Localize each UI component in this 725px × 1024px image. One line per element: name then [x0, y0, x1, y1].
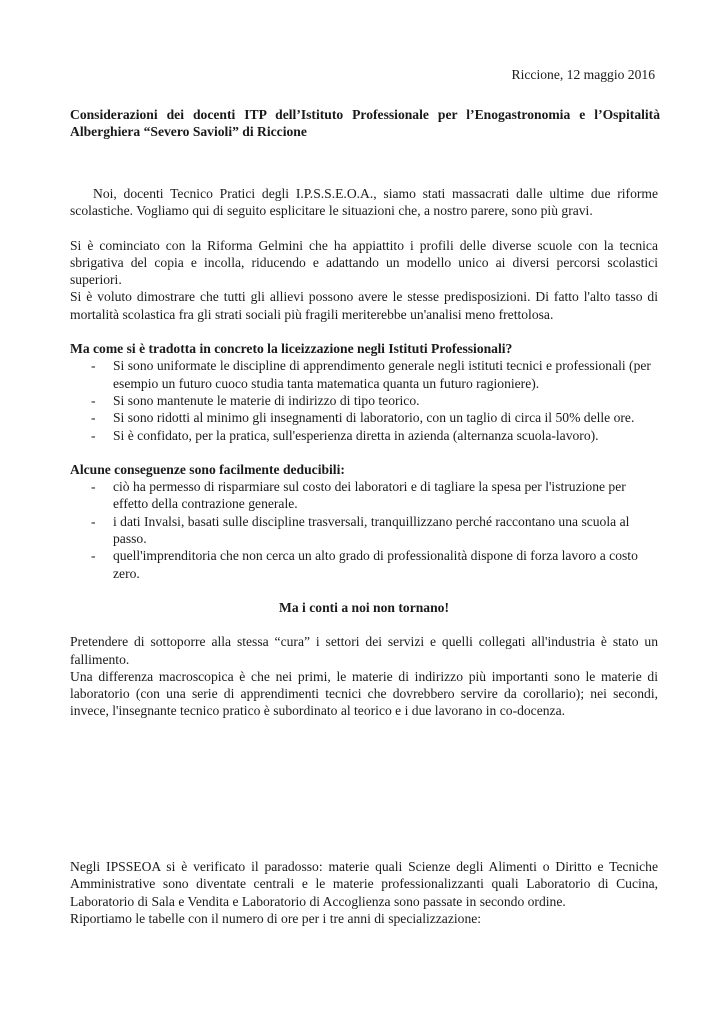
tabelle-intro-paragraph: Riportiamo le tabelle con il numero di ore per i tre anni di specializzazione:: [70, 910, 482, 926]
section-heading-conti: Ma i conti a noi non tornano!: [279, 599, 449, 615]
conti-paragraph-1: Pretendere di sottoporre alla stessa “cura” i settori dei servizi e quelli collegati all'industria è stato un fallimento.: [70, 634, 658, 667]
dash-marker: -: [91, 548, 96, 564]
list-item: - Si sono ridotti al minimo gli insegnamenti di laboratorio, con un taglio di circa il 50% delle ore.: [91, 410, 635, 426]
closing-body: [70, 858, 658, 927]
dash-marker: -: [91, 358, 96, 374]
list-item: - ciò ha permesso di risparmiare sul costo dei laboratori e di tagliare la spesa per l'istruzione per effetto della contrazione generale.: [91, 479, 626, 512]
document-date: Riccione, 12 maggio 2016: [511, 67, 655, 82]
conseguenze-list: [70, 478, 658, 582]
dash-marker: -: [91, 513, 96, 529]
intro-paragraph-1: Noi, docenti Tecnico Pratici degli I.P.S.S.E.O.A., siamo stati massacrati dalle ultime due riforme scolastiche. Vogliamo qui di seguito esplicitare le situazioni che, a nostro parere, sono più gravi.: [70, 186, 658, 219]
dash-marker: -: [91, 479, 96, 495]
dash-marker: -: [91, 392, 96, 408]
list-item: - quell'imprenditoria che non cerca un alto grado di professionalità dispone di forza lavoro a costo zero.: [91, 548, 638, 581]
liceizzazione-list: [70, 357, 658, 443]
document-title: Considerazioni dei docenti ITP dell’Istituto Professionale per l’Enogastronomia e l’Ospitalità Alberghiera “Severo Savioli” di Riccione: [70, 107, 660, 140]
list-item: - Si sono uniformate le discipline di apprendimento generale negli istituti tecnici e professionali (per esempio un futuro cuoco studia tanta matematica quanta un futuro ragioniere).: [91, 358, 651, 391]
main-body: [70, 185, 658, 720]
conti-paragraph-2: Una differenza macroscopica è che nei primi, le materie di indirizzo più importanti sono le materie di laboratorio (con una serie di apprendimenti tecnici che dovrebbero servire da corollario); nei secondi, invece, l'insegnante tecnico pratico è subordinato al teorico e i due lavorano in co-docenza.: [70, 668, 658, 719]
list-item: - i dati Invalsi, basati sulle discipline trasversali, tranquillizzano perché raccontano una scuola al passo.: [91, 513, 630, 547]
intro-paragraph-3: Si è voluto dimostrare che tutti gli allievi possono avere le stesse predisposizioni. Di fatto l'alto tasso di mortalità scolastica fra gli strati sociali più fragili meriterebbe un'analisi meno frettolosa.: [70, 289, 658, 322]
list-item: - Si sono mantenute le materie di indirizzo di tipo teorico.: [91, 392, 420, 408]
intro-paragraph-2: Si è cominciato con la Riforma Gelmini che ha appiattito i profili delle diverse scuole con la tecnica sbrigativa del copia e incolla, riducendo e adattando un modello unico ai diversi percorsi scolastici superiori.: [70, 237, 658, 288]
section-heading-liceizzazione: Ma come si è tradotta in concreto la liceizzazione negli Istituti Professionali?: [70, 341, 513, 357]
dash-marker: -: [91, 427, 96, 443]
paradosso-paragraph: Negli IPSSEOA si è verificato il paradosso: materie quali Scienze degli Alimenti o Diritto e Tecniche Amministrative sono diventate centrali e le materie professionalizzanti quali Laboratorio di Cucina, Laboratorio di Sala e Vendita e Laboratorio di Accoglienza sono passate in secondo ordine.: [70, 859, 658, 909]
dash-marker: -: [91, 410, 96, 426]
section-heading-conseguenze: Alcune conseguenze sono facilmente deducibili:: [70, 461, 345, 477]
list-item: - Si è confidato, per la pratica, sull'esperienza diretta in azienda (alternanza scuola-lavoro).: [91, 427, 599, 443]
